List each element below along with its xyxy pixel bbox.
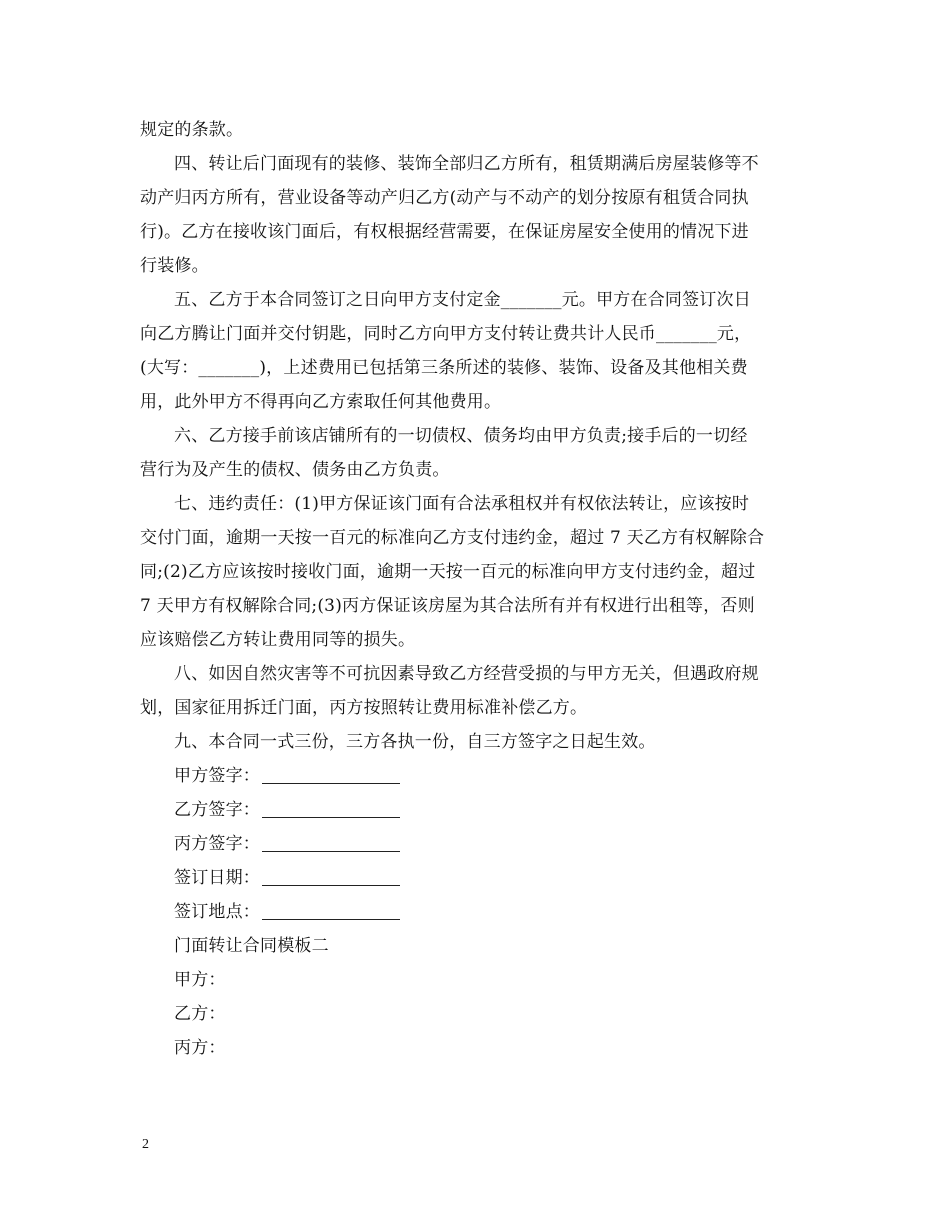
sign-place [140,895,812,929]
text-line: 向乙方腾让门面并交付钥匙，同时乙方向甲方支付转让费共计人民币_______元， [140,324,752,344]
signature-party-c [140,827,812,861]
text-line: 用，此外甲方不得再向乙方索取任何其他费用。 [140,392,502,412]
sign-date-label: 签订日期： [174,868,260,888]
signature-party-b [140,793,812,827]
template-party-b: 乙方： [174,1004,226,1024]
signature-blank-line [262,797,400,818]
signature-label: 丙方签字： [174,834,260,854]
text-line: 划，国家征用拆迁门面，丙方按照转让费用标准补偿乙方。 [140,698,588,718]
signature-blank-line [262,899,400,920]
text-line: 7 天甲方有权解除合同;(3)丙方保证该房屋为其合法所有并有权进行出租等，否则 [140,596,755,616]
sign-date [140,861,812,895]
text-line: 行)。乙方在接收该门面后，有权根据经营需要，在保证房屋安全使用的情况下进 [140,222,749,242]
signature-blank-line [262,865,400,886]
text-line: 营行为及产生的债权、债务由乙方负责。 [140,460,450,480]
signature-blank-line [262,763,400,784]
text-line: 六、乙方接手前该店铺所有的一切债权、债务均由甲方负责;接手后的一切经 [174,426,748,446]
template-party-c: 丙方： [174,1038,226,1058]
sign-place-label: 签订地点： [174,902,260,922]
text-line: 五、乙方于本合同签订之日向甲方支付定金_______元。甲方在合同签订次日 [174,290,751,310]
text-line: 动产归丙方所有，营业设备等动产归乙方(动产与不动产的划分按原有租赁合同执 [140,188,749,208]
text-line: 四、转让后门面现有的装修、装饰全部归乙方所有，租赁期满后房屋装修等不 [174,154,759,174]
text-line: 同;(2)乙方应该按时接收门面，逾期一天按一百元的标准向甲方支付违约金，超过 [140,562,756,582]
signature-label: 甲方签字： [174,766,260,786]
template-party-a: 甲方： [174,970,226,990]
text-line: 行装修。 [140,256,209,276]
text-line: (大写：_______)，上述费用已包括第三条所述的装修、装饰、设备及其他相关费 [140,358,748,378]
text-line: 八、如因自然灾害等不可抗因素导致乙方经营受损的与甲方无关，但遇政府规 [174,664,759,684]
text-line: 七、违约责任：(1)甲方保证该门面有合法承租权并有权依法转让，应该按时 [174,494,750,514]
document-body [140,113,812,1065]
template-title: 门面转让合同模板二 [174,936,329,956]
text-line: 应该赔偿乙方转让费用同等的损失。 [140,630,416,650]
signature-party-a [140,759,812,793]
page-number: 2 [142,1137,149,1152]
signature-label: 乙方签字： [174,800,260,820]
text-line: 规定的条款。 [140,120,244,140]
signature-blank-line [262,831,400,852]
text-line: 交付门面，逾期一天按一百元的标准向乙方支付违约金，超过 7 天乙方有权解除合 [140,528,765,548]
text-line: 九、本合同一式三份，三方各执一份，自三方签字之日起生效。 [174,732,656,752]
